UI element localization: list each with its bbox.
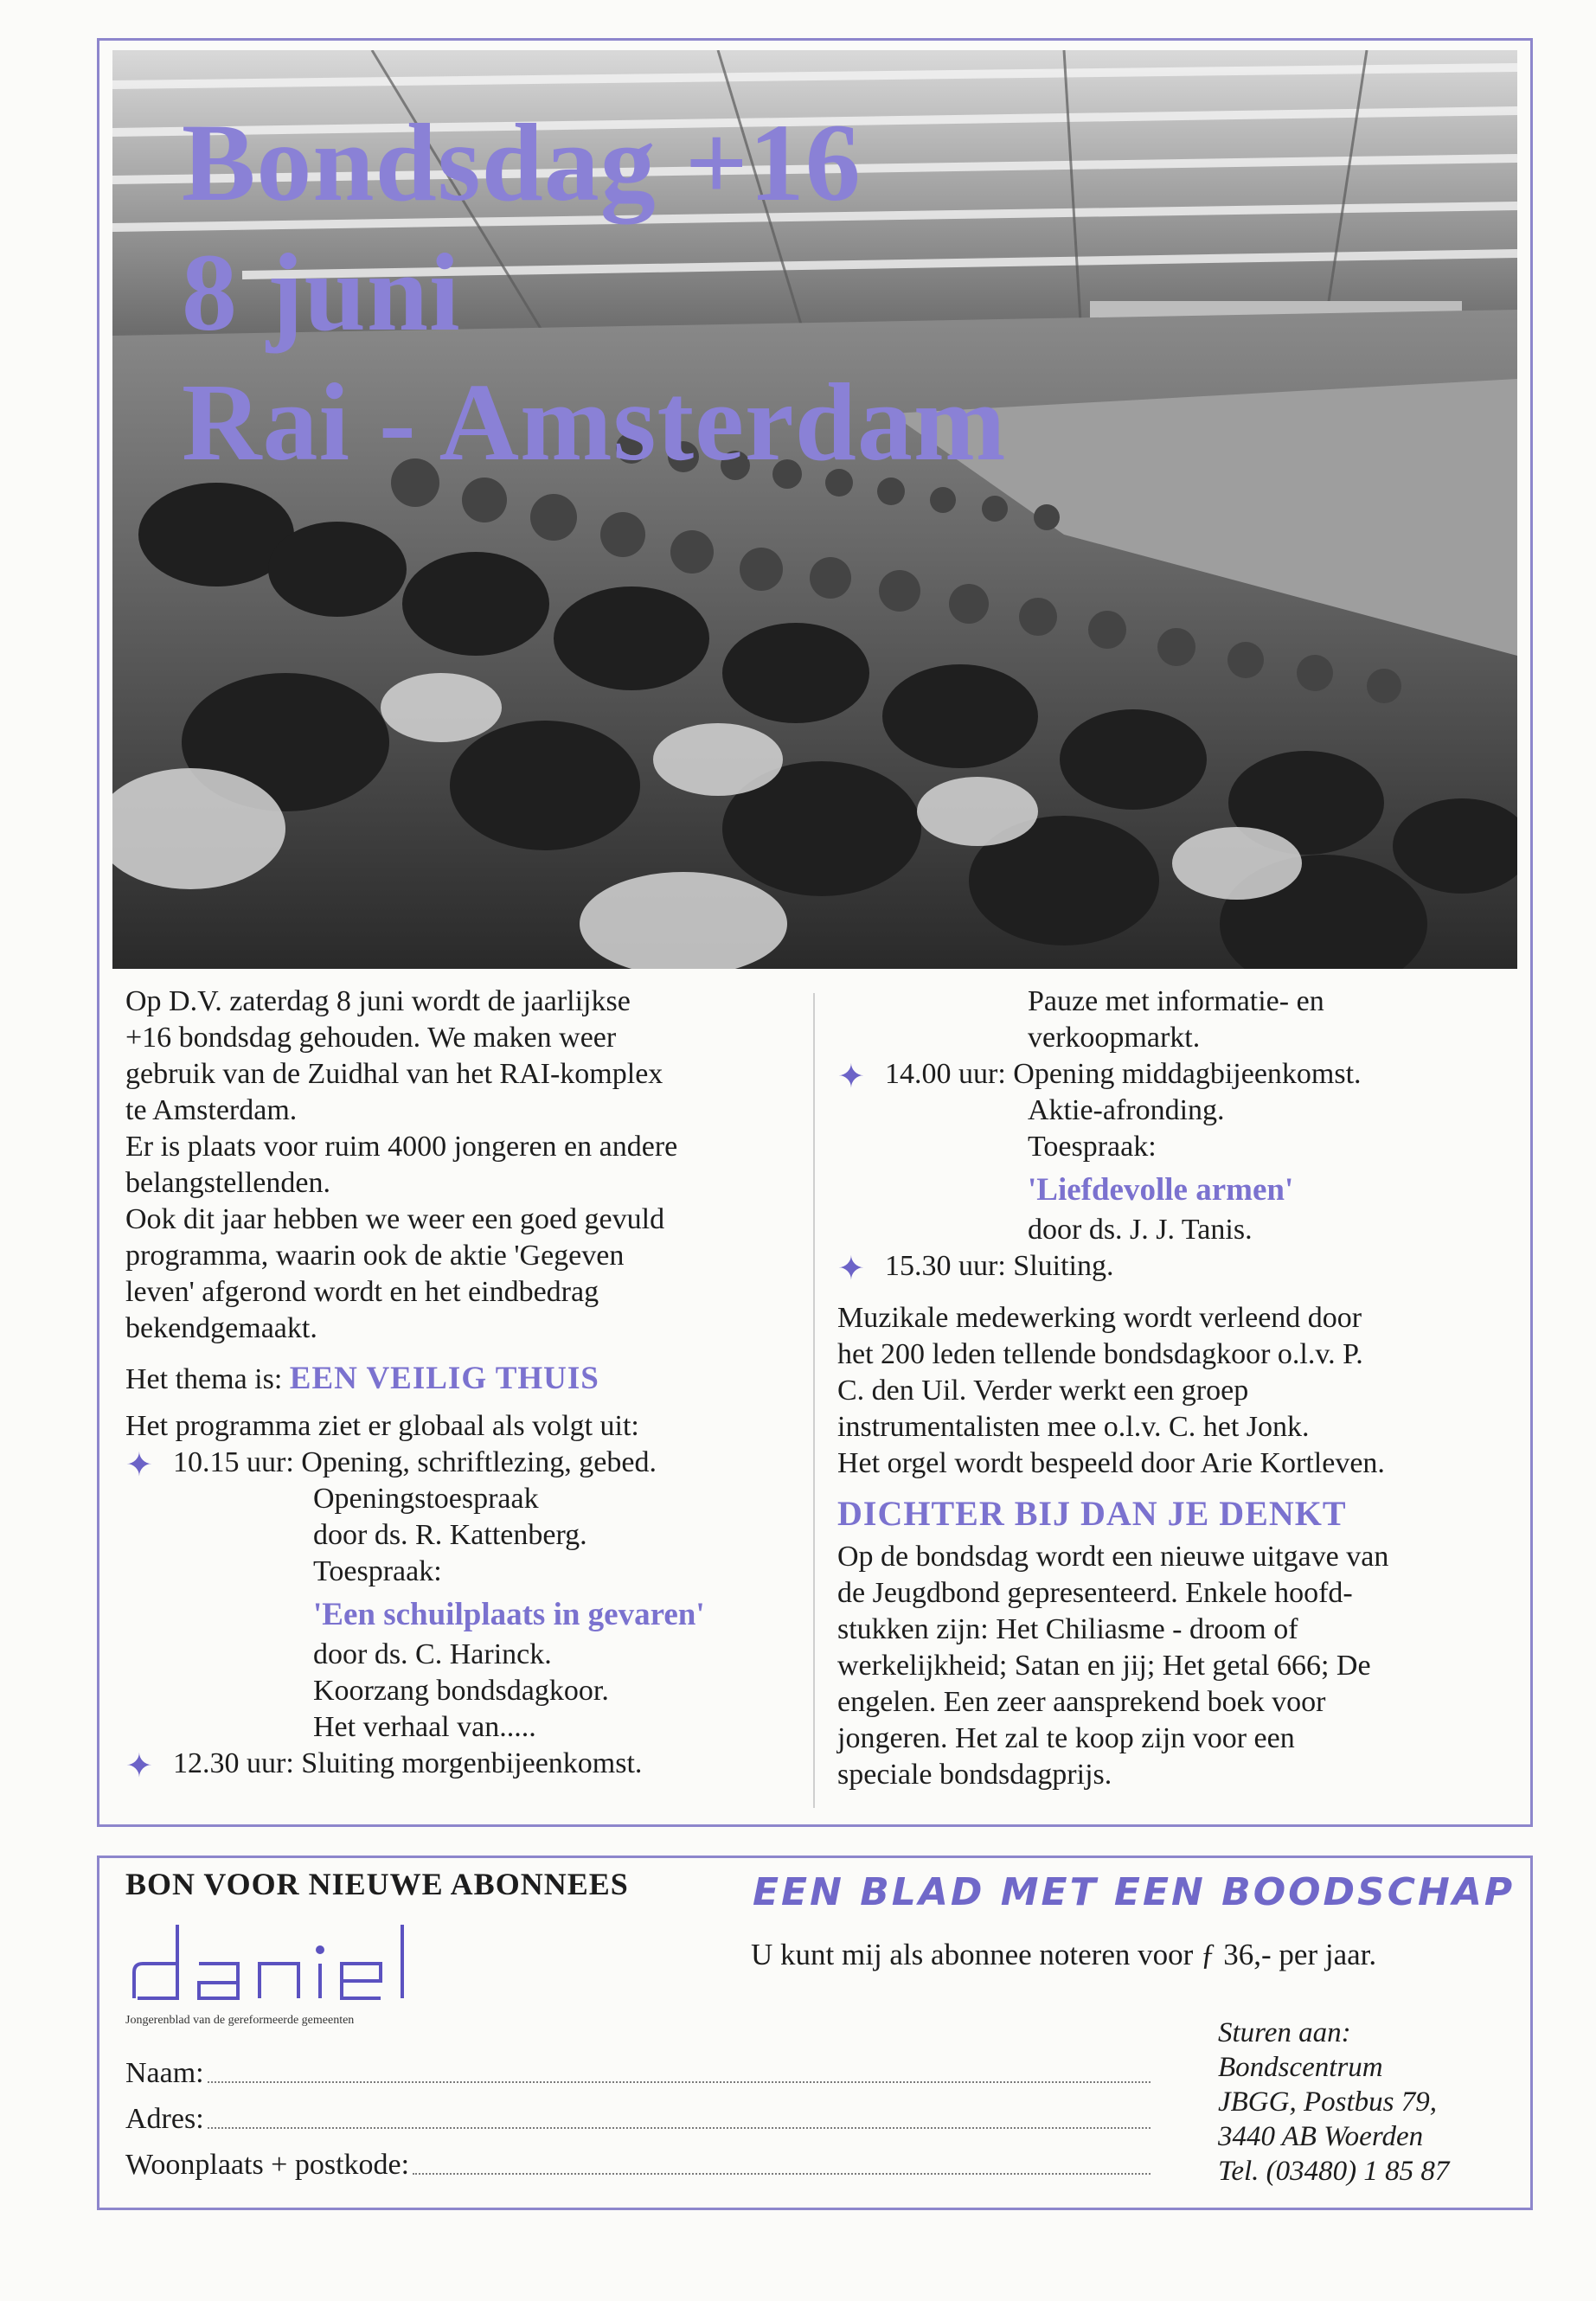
diamond-bullet-icon: ✦: [125, 1447, 153, 1484]
schedule-text: Aktie-afronding.: [1028, 1094, 1225, 1126]
intro-line: te Amsterdam.: [125, 1094, 298, 1126]
left-column: [125, 984, 792, 1785]
book-heading: DICHTER BIJ DAN JE DENKT: [837, 1494, 1347, 1533]
theme-label: Het thema is:: [125, 1363, 283, 1395]
book-line: stukken zijn: Het Chiliasme - droom of: [837, 1613, 1298, 1645]
schedule-text: Toespraak:: [1028, 1131, 1157, 1163]
book-line: engelen. Een zeer aansprekend boek voor: [837, 1686, 1326, 1718]
address-line: Tel. (03480) 1 85 87: [1218, 2156, 1450, 2187]
daniel-logo: [125, 1912, 420, 2007]
address-line: Bondscentrum: [1218, 2052, 1383, 2083]
schedule-text: verkoopmarkt.: [1028, 1022, 1201, 1054]
book-line: jongeren. Het zal te koop zijn voor een: [837, 1722, 1295, 1754]
schedule-text: Koorzang bondsdagkoor.: [313, 1675, 609, 1707]
address-field[interactable]: [125, 2098, 1151, 2136]
schedule-text: door ds. C. Harinck.: [313, 1638, 552, 1670]
book-line: speciale bondsdagprijs.: [837, 1759, 1112, 1791]
intro-line: Er is plaats voor ruim 4000 jongeren en andere: [125, 1131, 678, 1163]
schedule-text: Pauze met informatie- en: [1028, 985, 1324, 1017]
schedule-item-1530: [837, 1248, 1509, 1285]
address-label: Adres:: [125, 2103, 204, 2135]
intro-line: leven' afgerond wordt en het eindbedrag: [125, 1276, 599, 1308]
schedule-text: door ds. R. Kattenberg.: [313, 1519, 587, 1551]
schedule-text: Sluiting morgenbijeenkomst.: [301, 1747, 643, 1779]
column-divider: [813, 993, 815, 1808]
intro-line: bekendgemaakt.: [125, 1312, 317, 1344]
logo-subtitle: Jongerenblad van de gereformeerde gemeenten: [125, 2014, 355, 2027]
name-label: Naam:: [125, 2057, 204, 2089]
intro-line: programma, waarin ook de aktie 'Gegeven: [125, 1240, 625, 1272]
address-line: JBGG, Postbus 79,: [1218, 2086, 1437, 2118]
music-line: het 200 leden tellende bondsdagkoor o.l.v. P.: [837, 1338, 1363, 1370]
schedule-text: Opening middagbijeenkomst.: [1013, 1058, 1362, 1090]
book-line: Op de bondsdag wordt een nieuwe uitgave van: [837, 1541, 1389, 1573]
schedule-time: 15.30 uur:: [885, 1250, 1006, 1282]
intro-line: Ook dit jaar hebben we weer een goed gevuld: [125, 1203, 665, 1235]
schedule-text: Toespraak:: [313, 1555, 442, 1587]
schedule-text: Opening, schriftlezing, gebed.: [301, 1446, 657, 1478]
address-line: 3440 AB Woerden: [1218, 2121, 1424, 2152]
music-paragraph: [837, 1300, 1509, 1482]
schedule-text: Het verhaal van.....: [313, 1711, 536, 1743]
title-line-1: Bondsdag +16: [182, 101, 862, 224]
schedule-time: 12.30 uur:: [173, 1747, 294, 1779]
city-postcode-field[interactable]: [125, 2144, 1151, 2182]
city-postcode-label: Woonplaats + postkode:: [125, 2149, 410, 2181]
title-line-3: Rai - Amsterdam: [182, 361, 1007, 484]
city-postcode-line[interactable]: [413, 2173, 1151, 2175]
diamond-bullet-icon: ✦: [837, 1059, 865, 1095]
schedule-text: door ds. J. J. Tanis.: [1028, 1214, 1253, 1246]
schedule-item-1230: [125, 1746, 792, 1785]
event-title: [182, 98, 1007, 487]
music-line: Muzikale medewerking wordt verleend door: [837, 1302, 1362, 1334]
book-line: de Jeugdbond gepresenteerd. Enkele hoofd-: [837, 1577, 1353, 1609]
name-field[interactable]: [125, 2052, 1151, 2090]
intro-line: Op D.V. zaterdag 8 juni wordt de jaarlijkse: [125, 985, 631, 1017]
intro-line: belangstellenden.: [125, 1167, 330, 1199]
music-line: Het orgel wordt bespeeld door Arie Kortleven.: [837, 1447, 1385, 1479]
talk-title: 'Liefdevolle armen': [1028, 1172, 1294, 1208]
intro-line: +16 bondsdag gehouden. We maken weer: [125, 1022, 617, 1054]
book-line: werkelijkheid; Satan en jij; Het getal 666; De: [837, 1650, 1371, 1682]
schedule-item-1015: [125, 1445, 792, 1484]
schedule-text: Openingstoespraak: [313, 1483, 539, 1515]
schedule-time: 14.00 uur:: [885, 1058, 1006, 1090]
music-line: instrumentalisten mee o.l.v. C. het Jonk.: [837, 1411, 1310, 1443]
diamond-bullet-icon: ✦: [125, 1748, 153, 1785]
send-to-address: [1218, 2016, 1449, 2189]
event-hall-photo: [112, 50, 1517, 969]
schedule-time: 10.15 uur:: [173, 1446, 294, 1478]
theme-title: EEN VEILIG THUIS: [289, 1361, 599, 1396]
subscription-price-line: U kunt mij als abonnee noteren voor ƒ 36,- per jaar.: [751, 1938, 1377, 1971]
schedule-text: Sluiting.: [1013, 1250, 1114, 1282]
address-line: Sturen aan:: [1218, 2017, 1351, 2048]
program-intro: Het programma ziet er globaal als volgt uit:: [125, 1410, 639, 1442]
talk-title: 'Een schuilplaats in gevaren': [313, 1597, 705, 1632]
schedule-item-1400: [837, 1056, 1509, 1093]
address-line[interactable]: [208, 2127, 1151, 2129]
title-line-2: 8 juni: [182, 231, 461, 354]
diamond-bullet-icon: ✦: [837, 1251, 865, 1287]
coupon-slogan: EEN BLAD MET EEN BOODSCHAP: [753, 1870, 1516, 1914]
name-line[interactable]: [208, 2081, 1151, 2083]
intro-line: gebruik van de Zuidhal van het RAI-komplex: [125, 1058, 663, 1090]
coupon-title: BON VOOR NIEUWE ABONNEES: [125, 1867, 629, 1901]
music-line: C. den Uil. Verder werkt een groep: [837, 1375, 1249, 1407]
right-column: [837, 984, 1509, 1793]
theme-line: [125, 1361, 792, 1398]
